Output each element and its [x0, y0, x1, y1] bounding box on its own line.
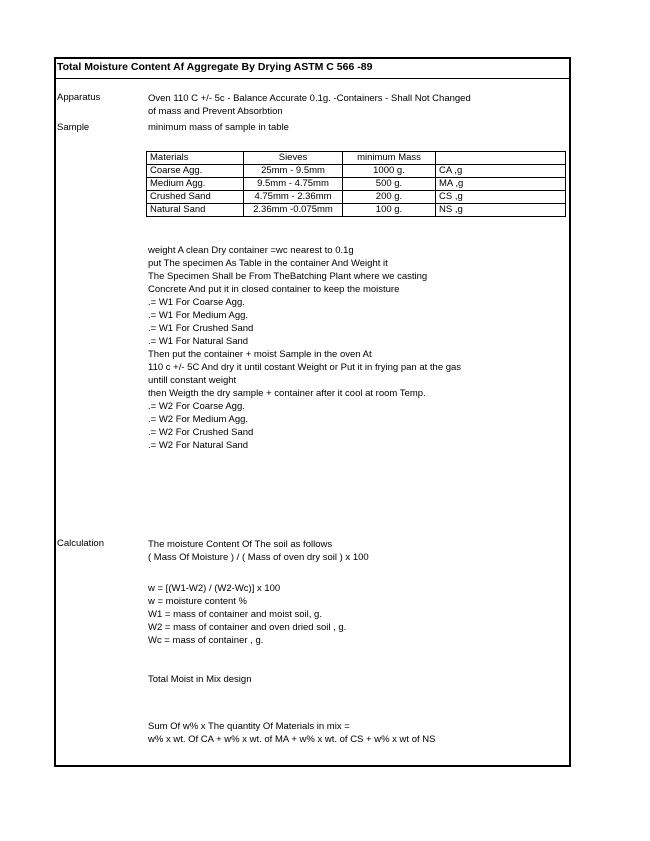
title-divider — [55, 78, 570, 79]
procedure-line: .= W2 For Natural Sand — [148, 440, 249, 451]
table-cell: 1000 g. — [343, 165, 436, 178]
procedure-line: then Weigth the dry sample + container after it cool at room Temp. — [148, 388, 426, 399]
header-cell: Materials — [147, 152, 244, 165]
procedure-line: Concrete And put it in closed container to keep the moisture — [148, 284, 400, 295]
header-cell: minimum Mass — [343, 152, 436, 165]
calculation-line: The moisture Content Of The soil as follows — [148, 539, 333, 550]
table-cell: 9.5mm - 4.75mm — [244, 178, 343, 191]
apparatus-line: Oven 110 C +/- 5c - Balance Accurate 0.1g. -Containers - Shall Not Changed — [148, 93, 471, 104]
procedure-line: .= W2 For Coarse Agg. — [148, 401, 245, 412]
table-cell: Medium Agg. — [147, 178, 244, 191]
table-cell: 2.36mm -0.075mm — [244, 204, 343, 217]
table-cell: Coarse Agg. — [147, 165, 244, 178]
table-cell: CA ,g — [436, 165, 566, 178]
apparatus-text — [148, 92, 471, 118]
apparatus-line: of mass and Prevent Absorbtion — [148, 106, 283, 117]
calculation-line: ( Mass Of Moisture ) / ( Mass of oven dry soil ) x 100 — [148, 552, 369, 563]
procedure-line: .= W2 For Medium Agg. — [148, 414, 249, 425]
sum-line: Sum Of w% x The quantity Of Materials in mix = — [148, 721, 350, 732]
table-header-row — [147, 152, 566, 165]
sum-line: w% x wt. Of CA + w% x wt. of MA + w% x wt. of CS + w% x wt of NS — [148, 734, 436, 745]
procedure-line: .= W2 For Crushed Sand — [148, 427, 254, 438]
procedure-line: .= W1 For Coarse Agg. — [148, 297, 245, 308]
table-cell: CS ,g — [436, 191, 566, 204]
sample-text: minimum mass of sample in table — [148, 122, 289, 133]
table-cell: Natural Sand — [147, 204, 244, 217]
procedure-line: .= W1 For Medium Agg. — [148, 310, 249, 321]
procedure-line: Then put the container + moist Sample in the oven At — [148, 349, 372, 360]
table-cell: Crushed Sand — [147, 191, 244, 204]
table-row — [147, 165, 566, 178]
table-row — [147, 204, 566, 217]
table-cell: 200 g. — [343, 191, 436, 204]
formula-block — [148, 582, 346, 647]
procedure-line: weight A clean Dry container =wc nearest to 0.1g — [148, 245, 354, 256]
table-row — [147, 178, 566, 191]
table-cell: 100 g. — [343, 204, 436, 217]
formula-line: w = moisture content % — [148, 596, 248, 607]
table-cell: 25mm - 9.5mm — [244, 165, 343, 178]
sample-label: Sample — [57, 122, 90, 133]
header-cell — [436, 152, 566, 165]
procedure-line: untill constant weight — [148, 375, 237, 386]
header-cell: Sieves — [244, 152, 343, 165]
calculation-intro — [148, 538, 369, 564]
formula-line: w = [(W1-W2) / (W2-Wc)] x 100 — [148, 583, 281, 594]
calculation-label: Calculation — [57, 538, 104, 549]
sum-block — [148, 720, 435, 746]
formula-line: Wc = mass of container , g. — [148, 635, 264, 646]
table-cell: NS ,g — [436, 204, 566, 217]
formula-line: W1 = mass of container and moist soil, g. — [148, 609, 322, 620]
materials-table — [146, 151, 566, 217]
table-cell: 4.75mm - 2.36mm — [244, 191, 343, 204]
table-cell: MA ,g — [436, 178, 566, 191]
procedure-line: .= W1 For Natural Sand — [148, 336, 249, 347]
procedure-line: .= W1 For Crushed Sand — [148, 323, 254, 334]
procedure-line: The Specimen Shall be From TheBatching Plant where we casting — [148, 271, 428, 282]
total-moist-text: Total Moist in Mix design — [148, 674, 252, 685]
page-title: Total Moisture Content Af Aggregate By Drying ASTM C 566 -89 — [57, 61, 373, 73]
procedure-line: 110 c +/- 5C And dry it until costant Weight or Put it in frying pan at the gas — [148, 362, 462, 373]
table-row — [147, 191, 566, 204]
procedure-text — [148, 244, 461, 452]
procedure-line: put The specimen As Table in the container And Weight it — [148, 258, 388, 269]
apparatus-label: Apparatus — [57, 92, 101, 103]
table-cell: 500 g. — [343, 178, 436, 191]
formula-line: W2 = mass of container and oven dried soil , g. — [148, 622, 347, 633]
